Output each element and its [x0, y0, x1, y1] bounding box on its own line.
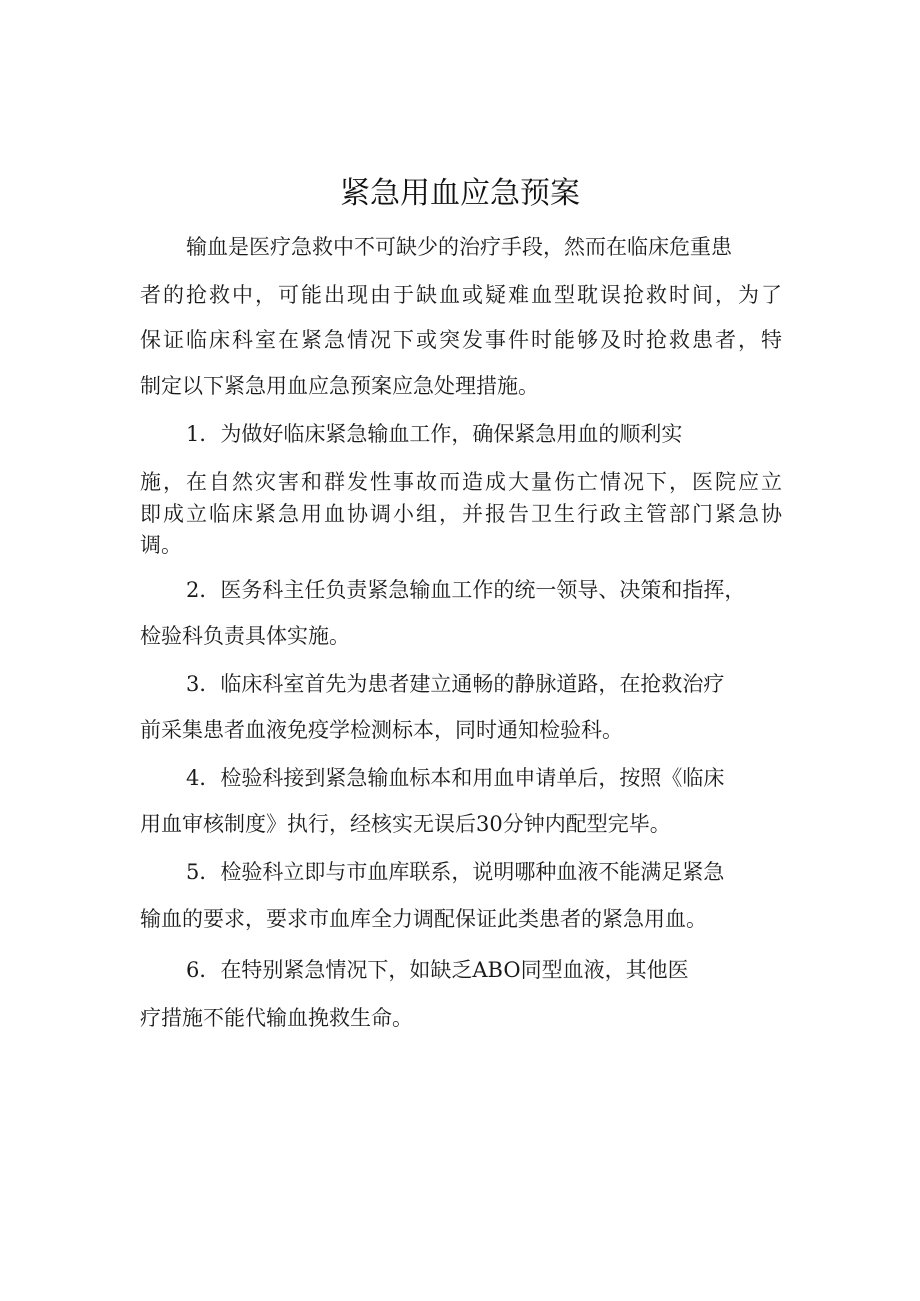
- body-line: 3．临床科室首先为患者建立通畅的静脉道路，在抢救治疗: [186, 672, 725, 696]
- document-title: 紧急用血应急预案: [340, 176, 580, 211]
- body-line: 施，在自然灾害和群发性事故而造成大量伤亡情况下，医院应立: [140, 470, 782, 494]
- body-line: 者的抢救中，可能出现由于缺血或疑难血型耽误抢救时间，为了: [140, 283, 782, 307]
- body-line: 输血的要求，要求市血库全力调配保证此类患者的紧急用血。: [140, 907, 707, 931]
- body-line: 前采集患者血液免疫学检测标本，同时通知检验科。: [140, 718, 623, 742]
- body-line: 4．检验科接到紧急输血标本和用血申请单后，按照《临床: [186, 766, 725, 790]
- body-line: 制定以下紧急用血应急预案应急处理措施。: [140, 374, 539, 398]
- body-line: 调。: [140, 533, 182, 557]
- body-line: 用血审核制度》执行，经核实无误后30分钟内配型完毕。: [140, 812, 671, 836]
- body-line: 即成立临床紧急用血协调小组，并报告卫生行政主管部门紧急协: [140, 502, 782, 526]
- body-line: 保证临床科室在紧急情况下或突发事件时能够及时抢救患者，特: [140, 328, 782, 352]
- body-line: 5．检验科立即与市血库联系，说明哪种血液不能满足紧急: [186, 860, 725, 884]
- body-line: 2．医务科主任负责紧急输血工作的统一领导、决策和指挥，: [186, 578, 746, 602]
- body-line: 检验科负责具体实施。: [140, 624, 350, 648]
- body-line: 6．在特别紧急情况下，如缺乏ABO同型血液，其他医: [186, 958, 689, 982]
- body-line: 输血是医疗急救中不可缺少的治疗手段，然而在临床危重患: [186, 235, 732, 259]
- body-line: 疗措施不能代输血挽救生命。: [140, 1006, 413, 1030]
- body-line: 1．为做好临床紧急输血工作，确保紧急用血的顺利实: [186, 422, 683, 446]
